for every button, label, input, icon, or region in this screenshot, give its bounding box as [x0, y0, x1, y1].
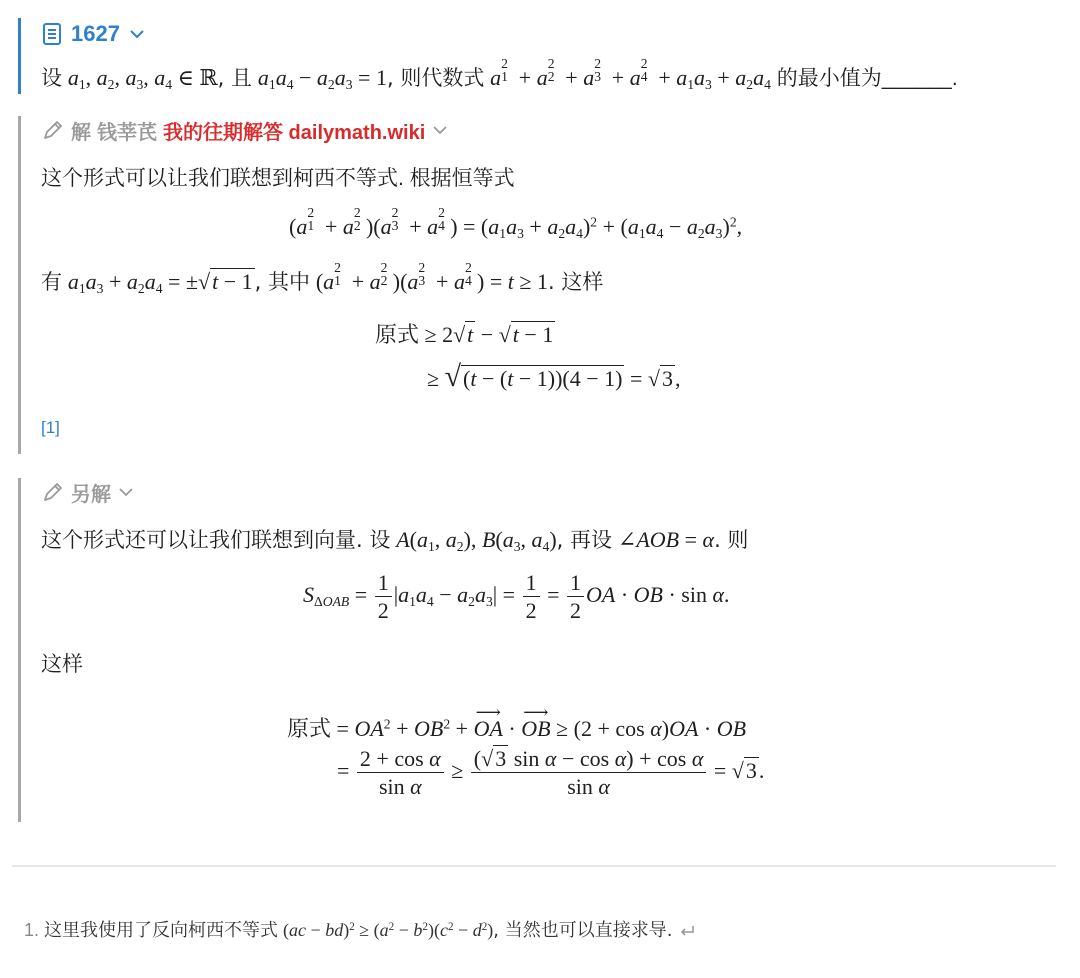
s2-angle: ∠AOB = α	[617, 527, 715, 552]
p2-mid: , 其中	[254, 270, 310, 294]
problem-end: .	[951, 67, 958, 90]
document-icon	[41, 22, 63, 46]
problem-statement	[41, 56, 958, 93]
solution-1-wiki-link[interactable]: 我的往期解答 dailymath.wiki	[163, 121, 426, 144]
problem-id: 1627	[71, 21, 120, 46]
solution-1-paragraph-2	[41, 260, 604, 297]
solution-2-header[interactable]	[41, 478, 135, 506]
problem-cond-sep: , 且	[217, 66, 253, 90]
footnote-formula: $(ac - bd)^2 \ge (a^2 - b^2)(c^2 - d^2)$	[283, 920, 494, 940]
problem-intro: 设	[41, 66, 62, 90]
pencil-icon	[41, 118, 65, 142]
p2-expression-2: (a 2 1 + a 2 2 )(a 2 3 + a 2 4 ) = t ≥ 1	[315, 260, 548, 294]
problem-tail: 的最小值为	[776, 66, 882, 90]
footnote-number: 1.	[24, 920, 40, 940]
problem-expression: a 2 1 + a 2 2 + a 2 3 + a 2 4 + $a_1a_3 + a_2a_4$	[490, 56, 771, 93]
answer-blank: ______	[881, 67, 952, 90]
problem-block	[18, 18, 1061, 94]
solution-1-paragraph-1: 这个形式可以让我们联想到柯西不等式. 根据恒等式	[41, 167, 515, 190]
yuanshi-label: 原式	[375, 323, 420, 348]
footnote-item-1	[24, 916, 697, 942]
problem-mid-text: , 则代数式	[386, 66, 485, 90]
problem-variables: $a_1$, $a_2$, $a_3$, $a_4$ ∈ ℝ	[67, 65, 218, 93]
solution-1-author: 钱莘芪	[97, 121, 157, 144]
s2-points: $A(a_1$, $a_2$), $B(a_3$, $a_4$)	[396, 527, 557, 555]
solution-2-paragraph-1	[41, 524, 748, 554]
p2-end: . 这样	[547, 270, 604, 294]
s2-p1-end: . 则	[714, 528, 749, 552]
p2-expression-1: $a_1a_3 + a_2a_4 = \pm√t - 1$	[67, 269, 253, 297]
solution-2-paragraph-2: 这样	[41, 653, 83, 676]
cauchy-identity-equation: (a 2 1 + a 2 2 )(a 2 3 + a 2 4 ) = $(a_1a_3 + a_2a_4)^2 + (a_1a_4 - a_2a_3)^2$,	[289, 205, 743, 242]
footnote-text-start: 这里我使用了反向柯西不等式	[44, 920, 279, 941]
solution-block-1	[18, 116, 1061, 454]
footnote-text-end: , 当然也可以直接求导.	[493, 920, 673, 941]
chevron-down-icon[interactable]	[117, 483, 135, 501]
vector-line-1: 原式 = $OA^2 + OB^2$ + ⟶ OA · ⟶ OB ≥ (2 + cos α)OA · OB	[287, 712, 746, 743]
vector-line-2: = $\frac{\text{2 + cos α}}{\text{sin α}}$ ≥ $\frac{\text{(√3 sin α − cos α) + cos α}}{\text{sin α}}$ = √3.	[337, 746, 765, 800]
inequality-line-1: 原式 ≥ 2√t − √t − 1	[375, 322, 554, 348]
chevron-down-icon[interactable]	[431, 121, 449, 139]
problem-condition: $a_1a_4 - a_2a_3 = 1$	[257, 65, 387, 93]
triangle-area-equation: $S_{\Delta OAB}$ = $\frac{1}{2}$ $|a_1a_4 - a_2a_3|$ = $\frac{1}{2}$ = $\frac{1}{2}$ OA · OB · sin α.	[303, 570, 730, 624]
solution-1-label: 解	[71, 121, 91, 144]
chevron-down-icon[interactable]	[128, 25, 146, 43]
yuanshi-label-2: 原式	[287, 717, 332, 742]
p2-start: 有	[41, 270, 62, 294]
solution-block-2	[18, 478, 1061, 822]
s2-p1-mid: , 再设	[556, 528, 613, 552]
solution-1-header[interactable]	[41, 116, 449, 144]
pencil-icon	[41, 480, 65, 504]
footnote-ref-link[interactable]: [1]	[41, 418, 60, 437]
footnote-divider	[12, 865, 1056, 867]
s2-p1-start: 这个形式还可以让我们联想到向量. 设	[41, 528, 391, 552]
problem-header[interactable]	[41, 20, 146, 48]
inequality-line-2: ≥ √(t − (t − 1))(4 − 1) = √3,	[427, 360, 681, 393]
return-arrow-icon[interactable]	[677, 923, 697, 939]
solution-2-label: 另解	[71, 483, 111, 506]
